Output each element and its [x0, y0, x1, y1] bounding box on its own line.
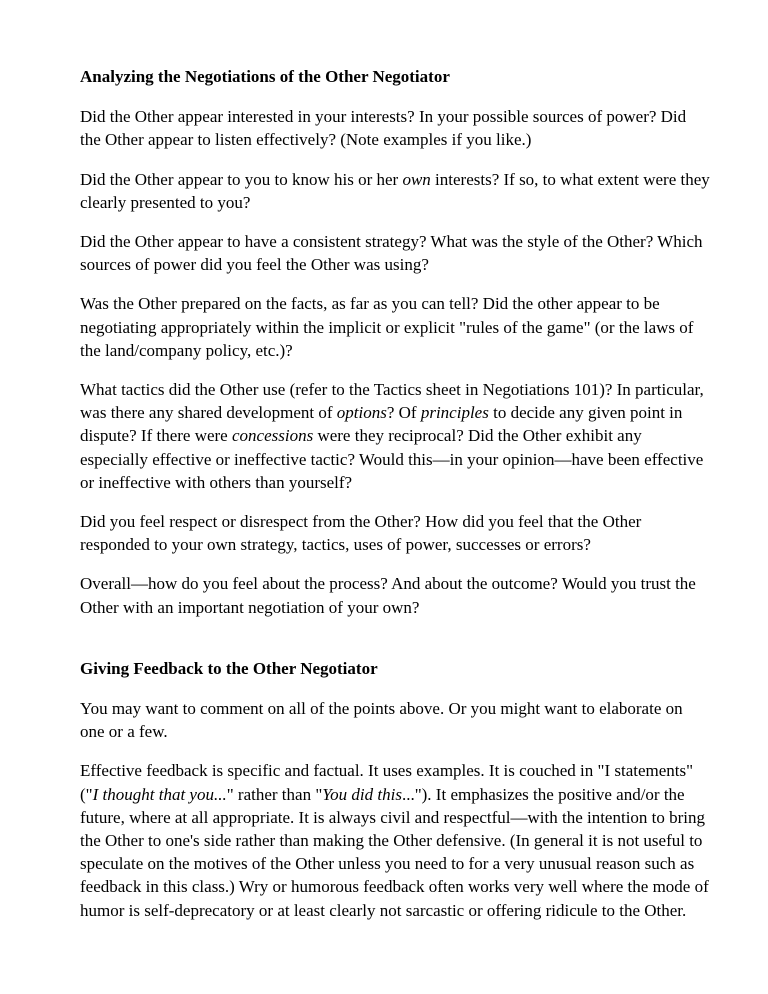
text-run: What tactics did the Other use (refer to the Tactics sheet in Negotiations 101)? In particular, was there any shared development of: [80, 380, 704, 423]
text-run: " rather than ": [226, 784, 323, 804]
emphasis-you-did: You did this: [322, 784, 402, 804]
text-run: ? Of: [386, 403, 421, 423]
text-run: Did the Other appear to you to know his or her: [80, 169, 403, 189]
text-run: to decide any given point in dispute? If there were: [80, 403, 683, 446]
paragraph-comment: You may want to comment on all of the points above. Or you might want to elaborate on one or a few.: [80, 699, 683, 742]
emphasis-principles: principles: [420, 403, 489, 423]
paragraph-respect: Did you feel respect or disrespect from the Other? How did you feel that the Other responded to your own strategy, tactics, uses of power, successes or errors?: [80, 512, 642, 555]
paragraph-own-interests: [80, 168, 710, 214]
text-run: interests? If so, to what extent were they clearly presented to you?: [80, 169, 710, 212]
emphasis-concessions: concessions: [231, 426, 314, 446]
emphasis-own: own: [402, 169, 431, 189]
paragraph-preparation: Was the Other prepared on the facts, as far as you can tell? Did the other appear to be negotiating appropriately within the implicit or explicit "rules of the game" (or the laws of the land/company policy, etc.)?: [80, 294, 694, 360]
paragraph-overall: Overall—how do you feel about the process? And about the outcome? Would you trust the Other with an important negotiation of your own?: [80, 574, 696, 617]
text-run: Effective feedback is specific and factual. It uses examples. It is couched in "I statements" (": [80, 761, 694, 804]
section-heading-analyzing: Analyzing the Negotiations of the Other Negotiator: [80, 67, 450, 86]
paragraph-effective-feedback: [80, 759, 710, 921]
text-run: were they reciprocal? Did the Other exhibit any especially effective or ineffective tactic? Would this—in your opinion—have been effective or ineffective with others than yourself?: [80, 426, 704, 492]
text-run: ..."). It emphasizes the positive and/or the future, where at all appropriate. It is always civil and respectful—with the intention to bring the Other to one's side rather than making the Other defensive. (In general it is not useful to speculate on the motives of the Other unless you need to for a very unusual reason such as feedback in this class.) Wry or humorous feedback often works very well where the mode of humor is self-deprecatory or at least clearly not sarcastic or offering ridicule to the Other.: [80, 784, 709, 920]
paragraph-tactics: [80, 378, 710, 494]
paragraph-interests: Did the Other appear interested in your interests? In your possible sources of power? Did the Other appear to listen effectively? (Note examples if you like.): [80, 107, 687, 150]
section-heading-feedback: Giving Feedback to the Other Negotiator: [80, 658, 378, 678]
paragraph-strategy: Did the Other appear to have a consistent strategy? What was the style of the Other? Which sources of power did you feel the Other was using?: [80, 232, 703, 275]
document-page: [80, 65, 710, 922]
emphasis-options: options: [336, 403, 387, 423]
emphasis-i-thought: I thought that you...: [92, 784, 227, 804]
